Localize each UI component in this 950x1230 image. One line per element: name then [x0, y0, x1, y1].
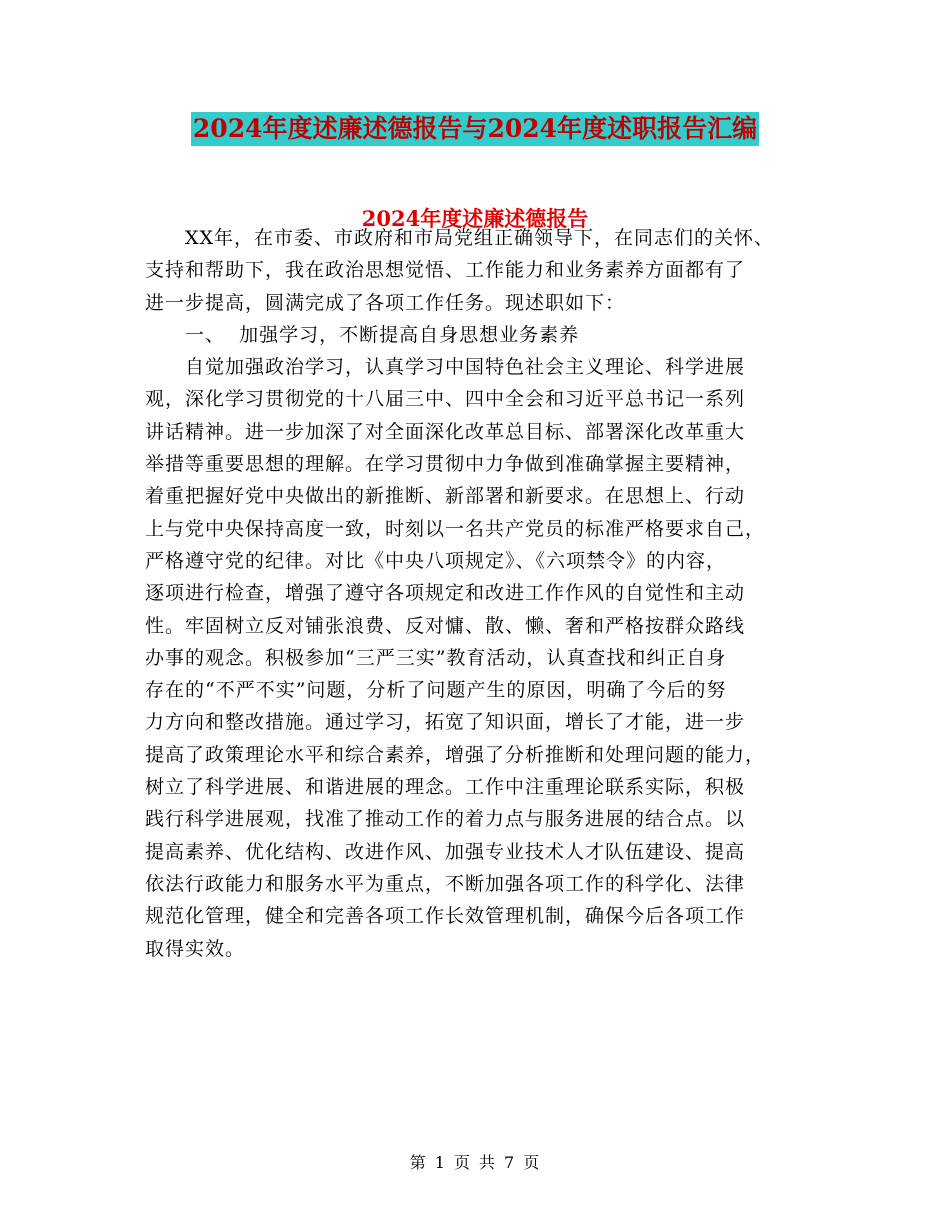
body-line: XX年，在市委、市政府和市局党组正确领导下，在同志们的关怀、: [185, 227, 775, 249]
body-line: 上与党中央保持高度一致，时刻以一名共产党员的标准严格要求自己，: [145, 517, 766, 540]
body-line: 践行科学进展观，找准了推动工作的着力点与服务进展的结合点。以: [145, 808, 746, 831]
body-line: 提高素养、优化结构、改进作风、加强专业技术人才队伍建设、提高: [145, 840, 746, 863]
body-line: 树立了科学进展、和谐进展的理念。工作中注重理论联系实际，积极: [145, 776, 746, 799]
body-line: 逐项进行检查，增强了遵守各项规定和改进工作作风的自觉性和主动: [145, 582, 746, 605]
footer-total-label: 共: [479, 1153, 497, 1172]
body-line: 举措等重要思想的理解。在学习贯彻中力争做到准确掌握主要精神，: [145, 453, 746, 476]
body-line: 力方向和整改措施。通过学习，拓宽了知识面，增长了才能，进一步: [145, 711, 746, 734]
page-number: 1: [434, 1153, 446, 1172]
body-line: 依法行政能力和服务水平为重点，不断加强各项工作的科学化、法律: [145, 872, 746, 895]
document-title: 2024年度述廉述德报告与2024年度述职报告汇编: [191, 112, 759, 146]
body-line: 进一步提高，圆满完成了各项工作任务。现述职如下：: [145, 291, 626, 314]
body-line: 提高了政策理论水平和综合素养，增强了分析推断和处理问题的能力，: [145, 743, 766, 766]
body-line: 规范化管理，健全和完善各项工作长效管理机制，确保今后各项工作: [145, 905, 746, 928]
document-body: [145, 222, 815, 965]
body-line: 严格遵守党的纪律。对比《中央八项规定》、《六项禁令》的内容，: [145, 549, 727, 572]
body-line: 性。牢固树立反对铺张浪费、反对慵、散、懒、奢和严格按群众路线: [145, 614, 746, 637]
footer-suffix: 页: [523, 1153, 541, 1172]
body-line: 办事的观念。积极参加“三严三实”教育活动，认真查找和纠正自身: [145, 646, 727, 669]
body-line: 取得实效。: [145, 937, 246, 960]
section-title: 2024年度述廉述德报告: [361, 206, 589, 231]
body-line: 观，深化学习贯彻党的十八届三中、四中全会和习近平总书记一系列: [145, 388, 746, 411]
footer-prefix: 第: [409, 1153, 427, 1172]
page-footer: [0, 1152, 950, 1174]
footer-page-label: 页: [453, 1153, 471, 1172]
total-pages: 7: [504, 1153, 516, 1172]
body-line: 自觉加强政治学习，认真学习中国特色社会主义理论、科学进展: [185, 356, 746, 379]
body-line: 存在的“不严不实”问题，分析了问题产生的原因，明确了今后的努: [145, 679, 727, 702]
heading-line: 一、 加强学习，不断提高自身思想业务素养: [185, 323, 580, 346]
body-line: 讲话精神。进一步加深了对全面深化改革总目标、部署深化改革重大: [145, 420, 746, 443]
body-line: 着重把握好党中央做出的新推断、新部署和新要求。在思想上、行动: [145, 485, 746, 508]
body-line: 支持和帮助下，我在政治思想觉悟、工作能力和业务素养方面都有了: [145, 259, 746, 282]
document-title-container: [0, 112, 950, 146]
